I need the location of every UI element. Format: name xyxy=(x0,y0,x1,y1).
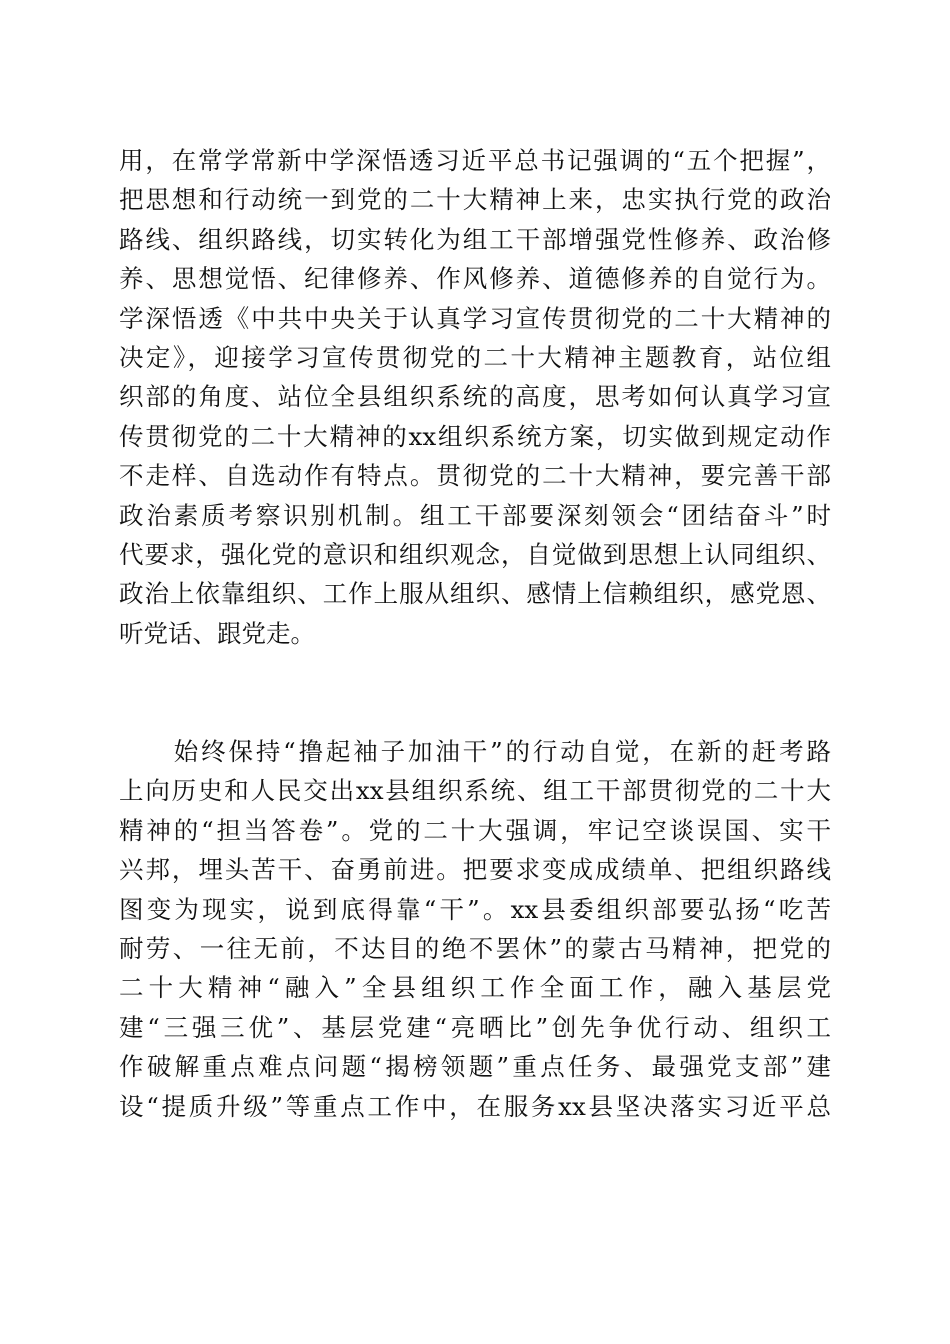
paragraph-2-line: 二十大精神“融入”全县组织工作全面工作，融入基层党 xyxy=(119,973,831,1003)
paragraph-2-line: 建“三强三优”、基层党建“亮晒比”创先争优行动、组织工 xyxy=(119,1012,831,1042)
paragraph-2-line: 兴邦，埋头苦干、奋勇前进。把要求变成成绩单、把组织路线 xyxy=(119,855,831,885)
paragraph-2-line: 设“提质升级”等重点工作中，在服务xx县坚决落实习近平总 xyxy=(119,1091,831,1121)
paragraph-2-line: 始终保持“撸起袖子加油干”的行动自觉，在新的赶考路 xyxy=(119,737,831,766)
paragraph-1-line: 政治上依靠组织、工作上服从组织、感情上信赖组织，感党恩、 xyxy=(119,579,831,609)
paragraph-2-line: 作破解重点难点问题“揭榜领题”重点任务、最强党支部”建 xyxy=(119,1052,831,1082)
paragraph-1-line: 决定》，迎接学习宣传贯彻党的二十大精神主题教育，站位组 xyxy=(119,342,831,372)
paragraph-1-line: 学深悟透《中共中央关于认真学习宣传贯彻党的二十大精神的 xyxy=(119,303,831,333)
paragraph-1-line: 路线、组织路线，切实转化为组工干部增强党性修养、政治修 xyxy=(119,224,831,254)
paragraph-1-line: 听党话、跟党走。 xyxy=(119,618,315,648)
paragraph-2-line: 耐劳、一往无前，不达目的绝不罢休”的蒙古马精神，把党的 xyxy=(119,933,831,963)
paragraph-2-line: 上向历史和人民交出xx县组织系统、组工干部贯彻党的二十大 xyxy=(119,776,831,806)
paragraph-1-line: 政治素质考察识别机制。组工干部要深刻领会“团结奋斗”时 xyxy=(119,500,831,530)
paragraph-2 xyxy=(119,732,831,1126)
paragraph-1-line: 把思想和行动统一到党的二十大精神上来，忠实执行党的政治 xyxy=(119,185,831,215)
paragraph-2-line: 图变为现实，说到底得靠“干”。xx县委组织部要弘扬“吃苦 xyxy=(119,894,831,924)
paragraph-1-line: 代要求，强化党的意识和组织观念，自觉做到思想上认同组织、 xyxy=(119,539,831,569)
paragraph-1-line: 织部的角度、站位全县组织系统的高度，思考如何认真学习宣 xyxy=(119,382,831,412)
paragraph-2-line: 精神的“担当答卷”。党的二十大强调，牢记空谈误国、实干 xyxy=(119,815,831,845)
paragraph-1-line: 养、思想觉悟、纪律修养、作风修养、道德修养的自觉行为。 xyxy=(119,264,831,294)
paragraph-1-line: 传贯彻党的二十大精神的xx组织系统方案，切实做到规定动作 xyxy=(119,421,831,451)
paragraph-1 xyxy=(119,141,831,653)
paragraph-1-line: 用，在常学常新中学深悟透习近平总书记强调的“五个把握”， xyxy=(119,146,831,175)
paragraph-1-line: 不走样、自选动作有特点。贯彻党的二十大精神，要完善干部 xyxy=(119,461,831,491)
